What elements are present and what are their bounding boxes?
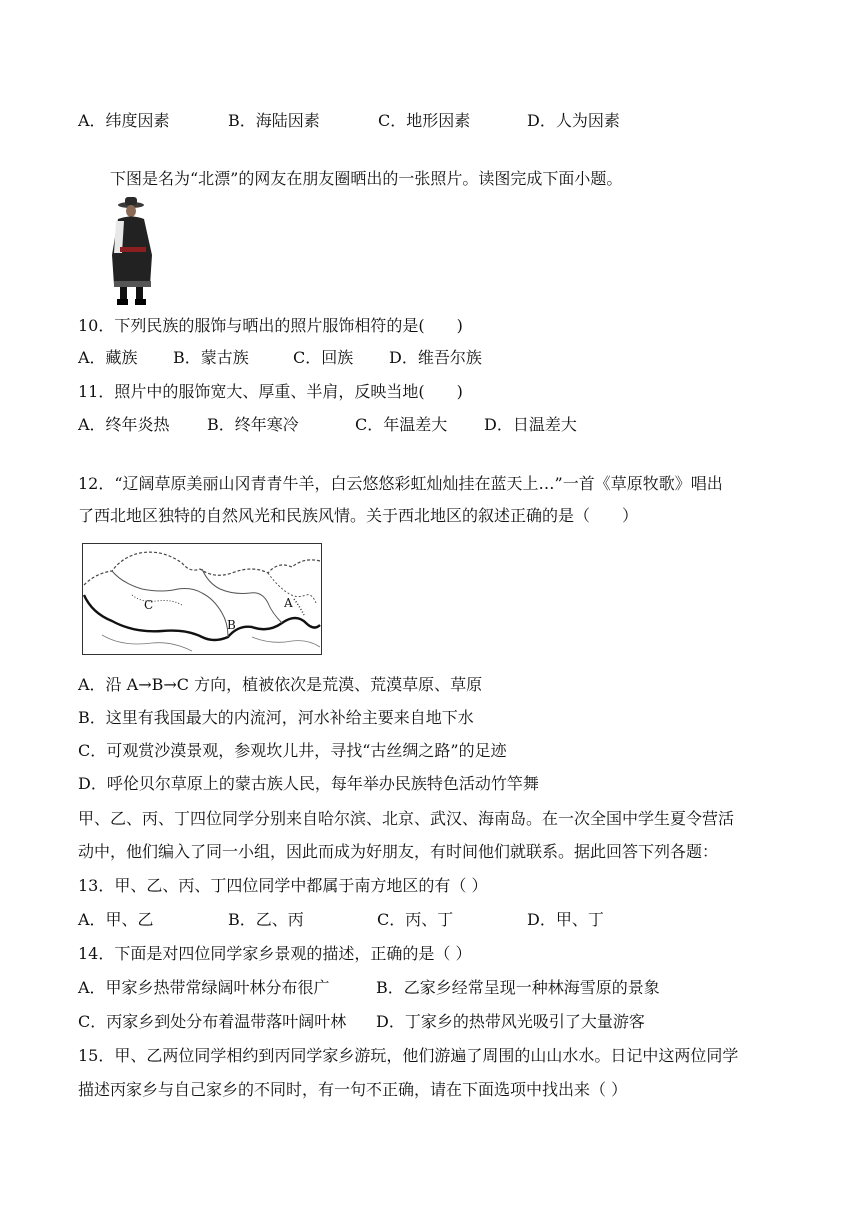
q11-option-c: C．年温差大 <box>355 415 448 434</box>
q10-option-c: C．回族 <box>293 348 354 367</box>
q15-stem-line2: 描述丙家乡与自己家乡的不同时，有一句不正确，请在下面选项中找出来（ ） <box>78 1080 628 1099</box>
map-label-a: A <box>284 596 293 610</box>
q11-option-a: A．终年炎热 <box>78 415 170 434</box>
q12-option-d: D．呼伦贝尔草原上的蒙古族人民，每年举办民族特色活动竹竿舞 <box>78 774 539 793</box>
q9-option-a: A．纬度因素 <box>78 111 170 130</box>
q9-option-b: B．海陆因素 <box>228 111 320 130</box>
q13-option-a: A．甲、乙 <box>78 910 154 929</box>
q10-stem: 10．下列民族的服饰与晒出的照片服饰相符的是( ) <box>78 316 463 335</box>
map-label-b: B <box>227 618 236 632</box>
q10-option-d: D．维吾尔族 <box>389 348 482 367</box>
q13-option-c: C．丙、丁 <box>377 910 454 929</box>
intro-10-11: 下图是名为“北漂”的网友在朋友圈晒出的一张照片。读图完成下面小题。 <box>110 169 623 188</box>
q11-stem: 11．照片中的服饰宽大、厚重、半肩，反映当地( ) <box>78 382 463 401</box>
q12-stem-line2: 了西北地区独特的自然风光和民族风情。关于西北地区的叙述正确的是（ ） <box>78 506 639 525</box>
q12-option-a: A．沿 A→B→C 方向，植被依次是荒漠、荒漠草原、草原 <box>78 675 483 694</box>
q12-stem-line1: 12．“辽阔草原美丽山冈青青牛羊，白云悠悠彩虹灿灿挂在蓝天上…”一首《草原牧歌》唱出 <box>78 474 723 493</box>
intro-13-15-line1: 甲、乙、丙、丁四位同学分别来自哈尔滨、北京、武汉、海南岛。在一次全国中学生夏令营活 <box>78 809 735 828</box>
q13-option-d: D．甲、丁 <box>527 910 604 929</box>
map-label-c: C <box>144 598 154 612</box>
northwest-china-map <box>82 543 322 655</box>
q14-option-d: D．丁家乡的热带风光吸引了大量游客 <box>376 1012 645 1031</box>
q10-option-b: B．蒙古族 <box>173 348 249 367</box>
intro-13-15-line2: 动中，他们编入了同一小组，因此而成为好朋友，有时间他们就联系。据此回答下列各题： <box>78 842 719 861</box>
q13-stem: 13．甲、乙、丙、丁四位同学中都属于南方地区的有（ ） <box>78 876 488 895</box>
q9-option-d: D．人为因素 <box>527 111 620 130</box>
q11-option-b: B．终年寒冷 <box>207 415 299 434</box>
q10-option-a: A．藏族 <box>78 348 138 367</box>
q15-stem-line1: 15．甲、乙两位同学相约到丙同学家乡游玩，他们游遍了周围的山山水水。日记中这两位同学 <box>78 1046 739 1065</box>
q14-option-b: B．乙家乡经常呈现一种林海雪原的景象 <box>376 978 660 997</box>
q13-option-b: B．乙、丙 <box>228 910 304 929</box>
q14-stem: 14．下面是对四位同学家乡景观的描述，正确的是（ ） <box>78 944 472 963</box>
q11-option-d: D．日温差大 <box>484 415 577 434</box>
q14-option-c: C．丙家乡到处分布着温带落叶阔叶林 <box>78 1012 347 1031</box>
q9-option-c: C．地形因素 <box>378 111 471 130</box>
q14-option-a: A．甲家乡热带常绿阔叶林分布很广 <box>78 978 330 997</box>
q12-option-b: B．这里有我国最大的内流河，河水补给主要来自地下水 <box>78 708 474 727</box>
q12-option-c: C．可观赏沙漠景观，参观坎儿井，寻找“古丝绸之路”的足迹 <box>78 741 507 760</box>
photo-tibetan-costume <box>104 195 160 307</box>
